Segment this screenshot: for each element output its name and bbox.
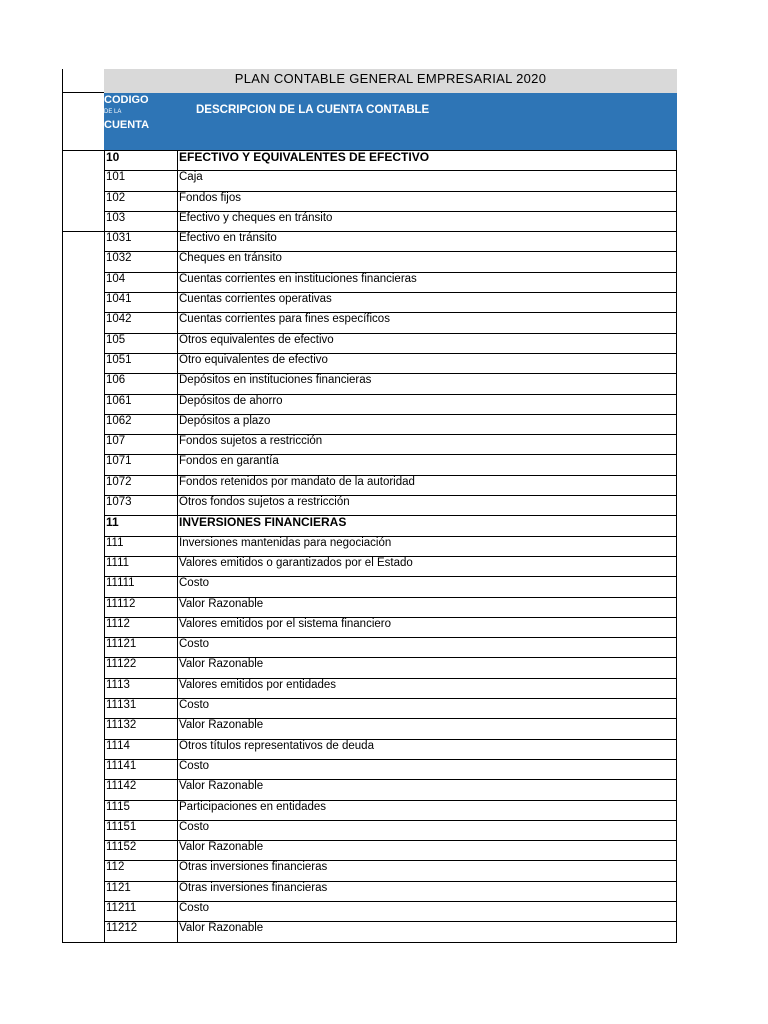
description-column-header: DESCRIPCION DE LA CUENTA CONTABLE: [196, 104, 430, 116]
table-row: [105, 556, 677, 576]
account-description-cell[interactable]: Participaciones en entidades: [178, 800, 677, 820]
account-code-cell[interactable]: 1073: [105, 496, 178, 516]
account-description-cell[interactable]: Depósitos en instituciones financieras: [178, 374, 677, 394]
account-code-cell[interactable]: 1112: [105, 617, 178, 637]
account-code-cell[interactable]: 104: [105, 272, 178, 292]
account-description-cell[interactable]: Caja: [178, 171, 677, 191]
account-description-cell[interactable]: Efectivo y cheques en tránsito: [178, 211, 677, 231]
account-description-cell[interactable]: Fondos fijos: [178, 191, 677, 211]
account-code-cell[interactable]: 107: [105, 435, 178, 455]
account-description-cell[interactable]: Depósitos de ahorro: [178, 394, 677, 414]
account-code-cell[interactable]: 106: [105, 374, 178, 394]
table-row: [105, 739, 677, 759]
account-code-cell[interactable]: 103: [105, 211, 178, 231]
account-description-cell[interactable]: INVERSIONES FINANCIERAS: [178, 516, 677, 536]
account-code-cell[interactable]: 1061: [105, 394, 178, 414]
table-row: [105, 272, 677, 292]
table-row: [105, 333, 677, 353]
table-row: [105, 861, 677, 881]
sheet-title: PLAN CONTABLE GENERAL EMPRESARIAL 2020: [104, 69, 677, 93]
account-description-cell[interactable]: Valores emitidos o garantizados por el Estado: [178, 556, 677, 576]
table-row: [105, 252, 677, 272]
table-row: [105, 353, 677, 373]
left-row-divider: [62, 92, 104, 93]
account-code-cell[interactable]: 1062: [105, 414, 178, 434]
table-row: [105, 800, 677, 820]
account-description-cell[interactable]: EFECTIVO Y EQUIVALENTES DE EFECTIVO: [178, 151, 677, 171]
account-code-cell[interactable]: 1032: [105, 252, 178, 272]
account-description-cell[interactable]: Depósitos a plazo: [178, 414, 677, 434]
table-row: [105, 699, 677, 719]
account-code-cell[interactable]: 11142: [105, 780, 178, 800]
code-header-line2: DE LA: [104, 109, 122, 115]
account-description-cell[interactable]: Inversiones mantenidas para negociación: [178, 536, 677, 556]
table-row: [105, 780, 677, 800]
account-description-cell[interactable]: Valor Razonable: [178, 780, 677, 800]
account-description-cell[interactable]: Otro equivalentes de efectivo: [178, 353, 677, 373]
account-description-cell[interactable]: Cuentas corrientes en instituciones financieras: [178, 272, 677, 292]
left-row-divider: [62, 942, 104, 943]
table-row: [105, 820, 677, 840]
table-row: [105, 232, 677, 252]
accounts-table: [104, 150, 677, 943]
account-description-cell[interactable]: Valor Razonable: [178, 841, 677, 861]
account-description-cell[interactable]: Otros títulos representativos de deuda: [178, 739, 677, 759]
account-description-cell[interactable]: Costo: [178, 699, 677, 719]
account-description-cell[interactable]: Valores emitidos por el sistema financiero: [178, 617, 677, 637]
account-description-cell[interactable]: Valores emitidos por entidades: [178, 678, 677, 698]
account-code-cell[interactable]: 1115: [105, 800, 178, 820]
table-row: [105, 678, 677, 698]
account-description-cell[interactable]: Otros fondos sujetos a restricción: [178, 496, 677, 516]
table-row: [105, 516, 677, 536]
account-code-cell[interactable]: 112: [105, 861, 178, 881]
table-row: [105, 171, 677, 191]
table-row: [105, 211, 677, 231]
table-row: [105, 658, 677, 678]
account-code-cell[interactable]: 10: [105, 151, 178, 171]
table-row: [105, 455, 677, 475]
account-code-cell[interactable]: 1042: [105, 313, 178, 333]
account-code-cell[interactable]: 11141: [105, 759, 178, 779]
account-code-cell[interactable]: 1031: [105, 232, 178, 252]
account-description-cell[interactable]: Valor Razonable: [178, 719, 677, 739]
account-code-cell[interactable]: 102: [105, 191, 178, 211]
account-description-cell[interactable]: Costo: [178, 759, 677, 779]
account-description-cell[interactable]: Costo: [178, 638, 677, 658]
account-description-cell[interactable]: Valor Razonable: [178, 597, 677, 617]
account-code-cell[interactable]: 1071: [105, 455, 178, 475]
account-description-cell[interactable]: Otras inversiones financieras: [178, 861, 677, 881]
account-code-cell[interactable]: 11152: [105, 841, 178, 861]
account-description-cell[interactable]: Cheques en tránsito: [178, 252, 677, 272]
account-code-cell[interactable]: 1114: [105, 739, 178, 759]
account-code-cell[interactable]: 11112: [105, 597, 178, 617]
account-code-cell[interactable]: 11122: [105, 658, 178, 678]
code-header-line1: CODIGO: [104, 94, 149, 106]
table-row: [105, 901, 677, 921]
account-description-cell[interactable]: Fondos en garantía: [178, 455, 677, 475]
account-code-cell[interactable]: 101: [105, 171, 178, 191]
account-code-cell[interactable]: 11132: [105, 719, 178, 739]
account-code-cell[interactable]: 11131: [105, 699, 178, 719]
table-row: [105, 638, 677, 658]
table-row: [105, 293, 677, 313]
account-description-cell[interactable]: Fondos sujetos a restricción: [178, 435, 677, 455]
table-row: [105, 475, 677, 495]
left-row-divider: [62, 150, 104, 151]
account-description-cell[interactable]: Otras inversiones financieras: [178, 881, 677, 901]
account-code-cell[interactable]: 1113: [105, 678, 178, 698]
account-code-cell[interactable]: 11211: [105, 901, 178, 921]
table-row: [105, 394, 677, 414]
account-description-cell[interactable]: Costo: [178, 577, 677, 597]
account-description-cell[interactable]: Cuentas corrientes para fines específicos: [178, 313, 677, 333]
left-row-divider: [62, 231, 104, 232]
table-row: [105, 414, 677, 434]
code-column-header: [104, 94, 176, 131]
account-code-cell[interactable]: 111: [105, 536, 178, 556]
account-code-cell[interactable]: 11151: [105, 820, 178, 840]
account-description-cell[interactable]: Efectivo en tránsito: [178, 232, 677, 252]
table-row: [105, 922, 677, 942]
account-code-cell[interactable]: 1072: [105, 475, 178, 495]
table-row: [105, 881, 677, 901]
table-row: [105, 617, 677, 637]
account-code-cell[interactable]: 105: [105, 333, 178, 353]
account-code-cell[interactable]: 11212: [105, 922, 178, 942]
code-header-line3: CUENTA: [104, 119, 150, 131]
left-border-line: [62, 69, 63, 943]
column-header-bar: [104, 93, 677, 150]
account-description-cell[interactable]: Valor Razonable: [178, 658, 677, 678]
table-row: [105, 374, 677, 394]
account-code-cell[interactable]: 1111: [105, 556, 178, 576]
account-code-cell[interactable]: 1121: [105, 881, 178, 901]
account-description-cell[interactable]: Costo: [178, 901, 677, 921]
account-code-cell[interactable]: 11121: [105, 638, 178, 658]
account-description-cell[interactable]: Cuentas corrientes operativas: [178, 293, 677, 313]
table-row: [105, 313, 677, 333]
account-code-cell[interactable]: 11: [105, 516, 178, 536]
account-description-cell[interactable]: Valor Razonable: [178, 922, 677, 942]
account-code-cell[interactable]: 1051: [105, 353, 178, 373]
table-row: [105, 536, 677, 556]
account-description-cell[interactable]: Fondos retenidos por mandato de la autoridad: [178, 475, 677, 495]
table-row: [105, 435, 677, 455]
table-row: [105, 496, 677, 516]
table-row: [105, 759, 677, 779]
table-row: [105, 719, 677, 739]
table-row: [105, 151, 677, 171]
table-row: [105, 191, 677, 211]
table-row: [105, 841, 677, 861]
account-description-cell[interactable]: Costo: [178, 820, 677, 840]
table-row: [105, 597, 677, 617]
table-row: [105, 577, 677, 597]
account-description-cell[interactable]: Otros equivalentes de efectivo: [178, 333, 677, 353]
account-code-cell[interactable]: 1041: [105, 293, 178, 313]
account-code-cell[interactable]: 11111: [105, 577, 178, 597]
